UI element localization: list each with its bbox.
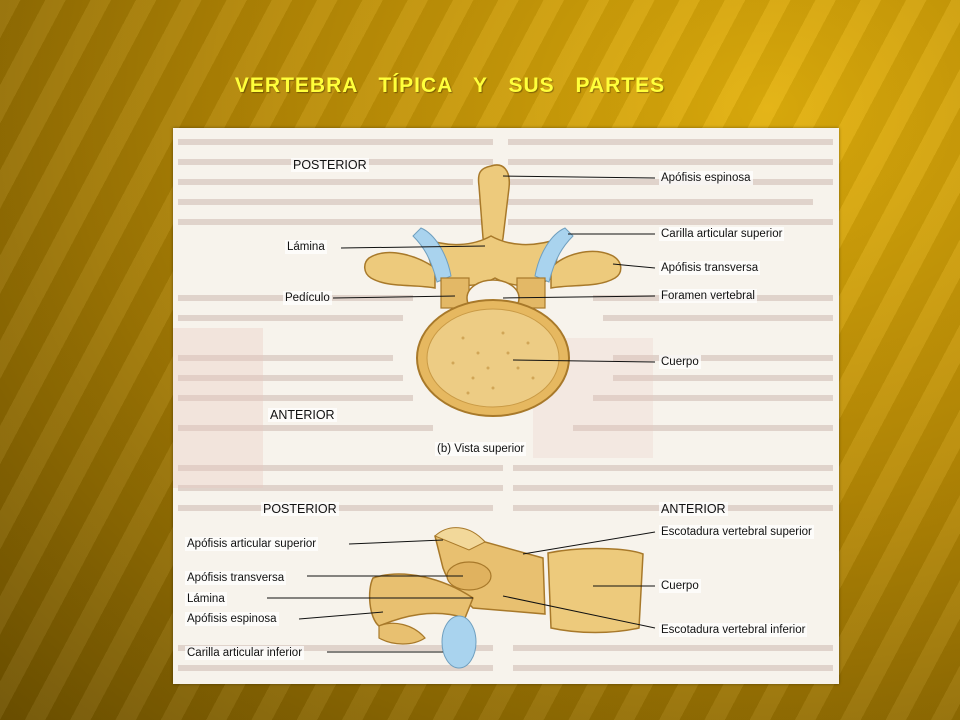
label-cuerpo-side: Cuerpo: [661, 580, 699, 592]
side-anterior-heading: ANTERIOR: [661, 502, 726, 516]
vertebra-figure: [173, 128, 839, 684]
label-escotadura-vertebral-inferior: Escotadura vertebral inferior: [661, 624, 806, 636]
label-lamina-top: Lámina: [287, 241, 325, 253]
label-apofisis-espinosa-top: Apófisis espinosa: [661, 172, 751, 184]
label-carilla-articular-superior: Carilla articular superior: [661, 228, 783, 240]
label-cuerpo-top: Cuerpo: [661, 356, 699, 368]
label-lamina-side: Lámina: [187, 593, 225, 605]
label-foramen-vertebral: Foramen vertebral: [661, 290, 755, 302]
top-anterior-heading: ANTERIOR: [270, 408, 335, 422]
top-posterior-heading: POSTERIOR: [293, 158, 367, 172]
label-apofisis-espinosa-side: Apófisis espinosa: [187, 613, 277, 625]
label-escotadura-vertebral-superior: Escotadura vertebral superior: [661, 526, 812, 538]
label-pediculo: Pedículo: [285, 292, 330, 304]
slide-title: VERTEBRA TÍPICA Y SUS PARTES: [234, 74, 666, 97]
side-posterior-heading: POSTERIOR: [263, 502, 337, 516]
label-apofisis-transversa-side: Apófisis transversa: [187, 572, 285, 584]
label-carilla-articular-inferior: Carilla articular inferior: [187, 647, 303, 659]
top-view-drawing: [365, 165, 621, 416]
top-view-caption: (b) Vista superior: [437, 443, 525, 455]
label-apofisis-transversa-top: Apófisis transversa: [661, 262, 759, 274]
label-apofisis-articular-superior: Apófisis articular superior: [187, 538, 317, 550]
vertebra-illustration: [173, 128, 839, 684]
